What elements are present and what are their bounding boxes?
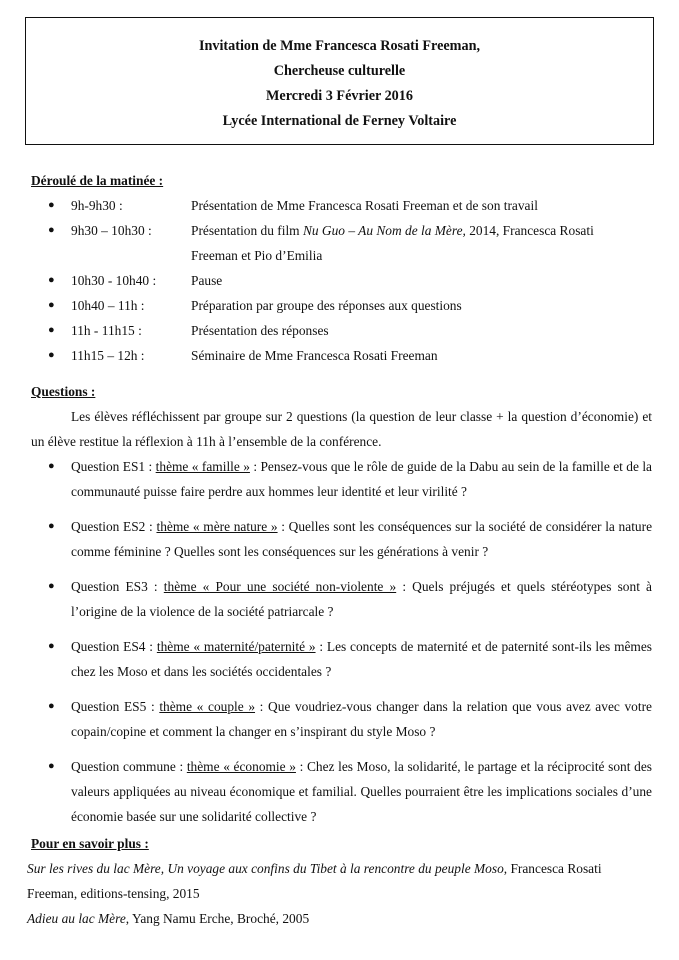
question-text: : Chez les Moso, la solidarité, le partage et la réciprocité sont des valeurs appliquées au niveau économique et familial. Quelles pourraient être les implications sociales d’une économie basée sur une solidarité collective ? <box>71 759 652 824</box>
questions-list <box>31 454 652 829</box>
schedule-time: 9h30 – 10h30 : <box>71 223 152 238</box>
schedule-desc: Séminaire de Mme Francesca Rosati Freeman <box>191 348 438 363</box>
question-label: Question ES3 : <box>71 579 158 594</box>
schedule-time: 9h-9h30 : <box>71 198 123 213</box>
bullet-icon: ● <box>48 324 55 336</box>
schedule-item <box>31 218 652 268</box>
question-theme: thème « mère nature » <box>156 519 278 534</box>
reference-2 <box>27 906 652 931</box>
bullet-icon: ● <box>48 640 55 652</box>
schedule-time: 11h15 – 12h : <box>71 348 145 363</box>
bullet-icon: ● <box>48 580 55 592</box>
schedule-desc: Préparation par groupe des réponses aux questions <box>191 298 462 313</box>
question-theme: thème « famille » <box>155 459 250 474</box>
header-line-invitation: Invitation de Mme Francesca Rosati Freeman, <box>198 38 481 54</box>
question-text: : Quels préjugés et quels stéréotypes sont à l’origine de la violence de la société patriarcale ? <box>71 579 652 619</box>
questions-section <box>31 379 652 839</box>
question-text: : Que voudriez-vous changer dans la relation que vous avez avec votre copain/copine et comment la changer en s’inspirant du style Moso ? <box>71 699 652 739</box>
bullet-icon: ● <box>48 199 55 211</box>
bullet-icon: ● <box>48 274 55 286</box>
further-reading-title: Pour en savoir plus : <box>31 836 149 851</box>
bullet-icon: ● <box>48 299 55 311</box>
reference-1 <box>27 856 652 881</box>
schedule-list <box>31 193 652 368</box>
question-theme: thème « économie » <box>186 759 296 774</box>
questions-title: Questions : <box>31 384 96 399</box>
bullet-icon: ● <box>48 700 55 712</box>
schedule-time: 10h30 - 10h40 : <box>71 273 157 288</box>
schedule-item <box>31 318 652 343</box>
schedule-item <box>31 293 652 318</box>
question-theme: thème « couple » <box>159 699 256 714</box>
bullet-icon: ● <box>48 520 55 532</box>
schedule-time: 11h - 11h15 : <box>71 323 142 338</box>
reference-2-details: , Yang Namu Erche, Broché, 2005 <box>125 911 310 926</box>
schedule-desc: Présentation du film <box>191 223 303 238</box>
question-item <box>31 634 652 684</box>
question-text: : Pensez-vous que le rôle de guide de la Dabu au sein de la famille et de la communauté puisse faire perdre aux hommes leur identité et leur virilité ? <box>71 459 652 499</box>
questions-intro: Les élèves réfléchissent par groupe sur 2 questions (la question de leur classe + la question d’économie) et un élève restitue la réflexion à 11h à l’ensemble de la conférence. <box>31 409 652 449</box>
reference-1-title: Sur les rives du lac Mère, Un voyage aux confins du Tibet à la rencontre du peuple Moso <box>27 861 504 876</box>
question-label: Question ES5 : <box>71 699 155 714</box>
schedule-desc-line2: Freeman et Pio d’Emilia <box>191 248 323 263</box>
question-item <box>31 754 652 829</box>
schedule-title: Déroulé de la matinée : <box>31 173 164 188</box>
header-line-venue: Lycée International de Ferney Voltaire <box>222 113 457 129</box>
film-title: Nu Guo – Au Nom de la Mère, <box>302 223 466 238</box>
question-item <box>31 454 652 504</box>
bullet-icon: ● <box>48 224 55 236</box>
header-line-date: Mercredi 3 Février 2016 <box>266 88 413 104</box>
bullet-icon: ● <box>48 460 55 472</box>
further-reading-section <box>27 831 652 931</box>
header-line-role: Chercheuse culturelle <box>273 63 406 79</box>
question-label: Question ES1 : <box>71 459 153 474</box>
bullet-icon: ● <box>48 349 55 361</box>
schedule-item <box>31 193 652 218</box>
question-item <box>31 514 652 564</box>
question-label: Question commune : <box>71 759 184 774</box>
question-text: : Les concepts de maternité et de paternité sont-ils les mêmes chez les Moso et dans les sociétés occidentales ? <box>71 639 653 679</box>
schedule-desc: Présentation de Mme Francesca Rosati Freeman et de son travail <box>191 198 538 213</box>
invitation-header-box <box>25 17 654 145</box>
question-text: : Quelles sont les conséquences sur la société de considérer la nature comme féminine ? Quelles sont les conséquences sur les générations à venir ? <box>71 519 653 559</box>
schedule-time: 10h40 – 11h : <box>71 298 145 313</box>
reference-2-title: Adieu au lac Mère <box>27 911 126 926</box>
schedule-desc-cont: 2014, Francesca Rosati <box>465 223 594 238</box>
question-label: Question ES2 : <box>71 519 153 534</box>
bullet-icon: ● <box>48 760 55 772</box>
question-theme: thème « maternité/paternité » <box>156 639 316 654</box>
schedule-item <box>31 268 652 293</box>
question-theme: thème « Pour une société non-violente » <box>163 579 397 594</box>
schedule-desc: Présentation des réponses <box>191 323 329 338</box>
question-item <box>31 574 652 624</box>
schedule-desc: Pause <box>191 273 223 288</box>
question-label: Question ES4 : <box>71 639 154 654</box>
reference-1-line2: Freeman, editions-tensing, 2015 <box>27 886 200 901</box>
schedule-item <box>31 343 652 368</box>
reference-1-details: , Francesca Rosati <box>503 861 602 876</box>
question-item <box>31 694 652 744</box>
schedule-section <box>31 168 652 368</box>
